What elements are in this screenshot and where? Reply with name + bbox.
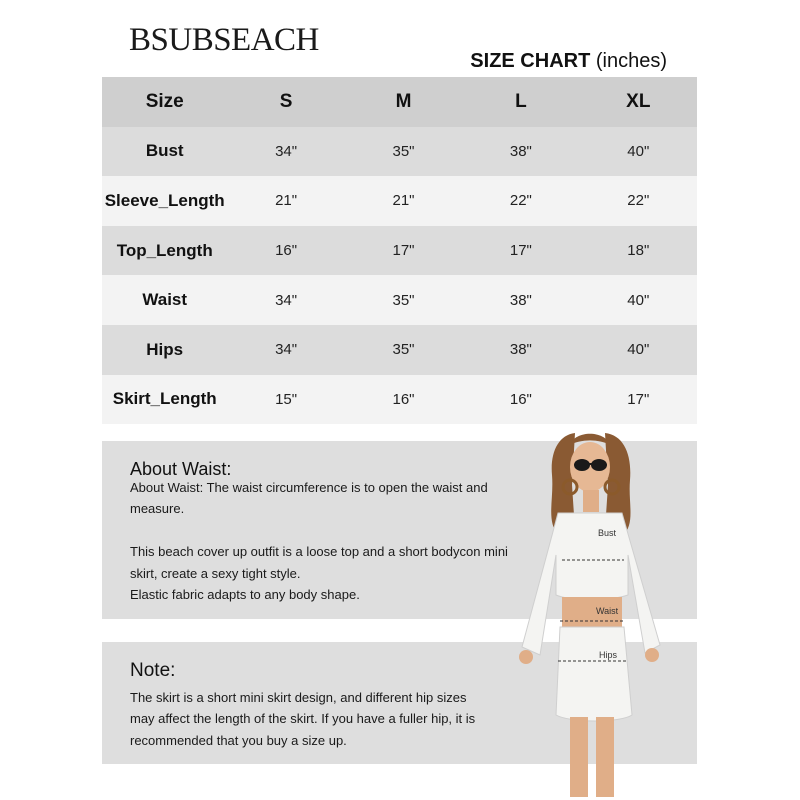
header-cell-m: M: [345, 77, 462, 127]
about-waist-line: This beach cover up outfit is a loose top and a short bodycon mini: [130, 544, 508, 559]
header-cell-xl: XL: [580, 77, 697, 127]
table-cell: 16": [462, 375, 579, 425]
table-cell: 22": [462, 176, 579, 226]
table-row-bust: [102, 127, 697, 177]
row-label: Waist: [102, 275, 227, 325]
table-cell: 35": [345, 127, 462, 177]
table-cell: 17": [462, 226, 579, 276]
table-cell: 40": [580, 275, 697, 325]
table-cell: 38": [462, 325, 579, 375]
table-cell: 21": [227, 176, 344, 226]
hips-label: Hips: [599, 650, 618, 660]
note-line: may affect the length of the skirt. If you have a fuller hip, it is: [130, 711, 476, 726]
table-cell: 17": [345, 226, 462, 276]
table-cell: 16": [345, 375, 462, 425]
table-cell: 22": [580, 176, 697, 226]
about-waist-line: measure.: [130, 501, 185, 516]
table-row-skirt-length: [102, 375, 697, 425]
row-label: Hips: [102, 325, 227, 375]
table-cell: 34": [227, 127, 344, 177]
sunglasses-icon: [591, 459, 607, 471]
about-waist-line: Elastic fabric adapts to any body shape.: [130, 587, 360, 602]
table-cell: 35": [345, 275, 462, 325]
leg-shape: [570, 717, 588, 797]
table-row-hips: [102, 325, 697, 375]
size-chart-unit: (inches): [595, 50, 667, 72]
size-table: [102, 77, 697, 424]
hand-shape: [519, 650, 533, 664]
model-figure-image: [500, 425, 680, 800]
table-header-row: [102, 77, 697, 127]
table-cell: 38": [462, 127, 579, 177]
leg-shape: [596, 717, 614, 797]
bust-label: Bust: [598, 528, 617, 538]
sunglasses-bridge: [589, 463, 592, 465]
crochet-skirt-shape: [556, 627, 632, 721]
table-row-waist: [102, 275, 697, 325]
size-chart-heading: SIZE CHART: [470, 50, 591, 72]
row-label: Bust: [102, 127, 227, 177]
table-cell: 40": [580, 127, 697, 177]
table-cell: 35": [345, 325, 462, 375]
row-label: Sleeve_Length: [102, 176, 227, 226]
table-cell: 16": [227, 226, 344, 276]
sunglasses-icon: [574, 459, 590, 471]
note-line: recommended that you buy a size up.: [130, 733, 347, 748]
brand-logo: BSUBSEACH: [129, 22, 319, 58]
about-waist-title: About Waist:: [130, 459, 232, 479]
header-cell-l: L: [462, 77, 579, 127]
about-waist-line: skirt, create a sexy tight style.: [130, 566, 301, 581]
about-waist-line: About Waist: The waist circumference is to open the waist and: [130, 480, 488, 495]
row-label: Top_Length: [102, 226, 227, 276]
table-cell: 21": [345, 176, 462, 226]
waist-label: Waist: [596, 606, 619, 616]
note-line: The skirt is a short mini skirt design, and different hip sizes: [130, 690, 467, 705]
size-chart-title: [470, 50, 667, 73]
header-cell-size: Size: [102, 77, 227, 127]
header-cell-s: S: [227, 77, 344, 127]
neck-shape: [583, 490, 599, 512]
table-cell: 17": [580, 375, 697, 425]
hand-shape: [645, 648, 659, 662]
table-row-sleeve-length: [102, 176, 697, 226]
table-cell: 34": [227, 325, 344, 375]
table-cell: 40": [580, 325, 697, 375]
table-cell: 34": [227, 275, 344, 325]
table-row-top-length: [102, 226, 697, 276]
table-cell: 15": [227, 375, 344, 425]
row-label: Skirt_Length: [102, 375, 227, 425]
table-cell: 18": [580, 226, 697, 276]
note-title: Note:: [130, 660, 176, 681]
table-cell: 38": [462, 275, 579, 325]
